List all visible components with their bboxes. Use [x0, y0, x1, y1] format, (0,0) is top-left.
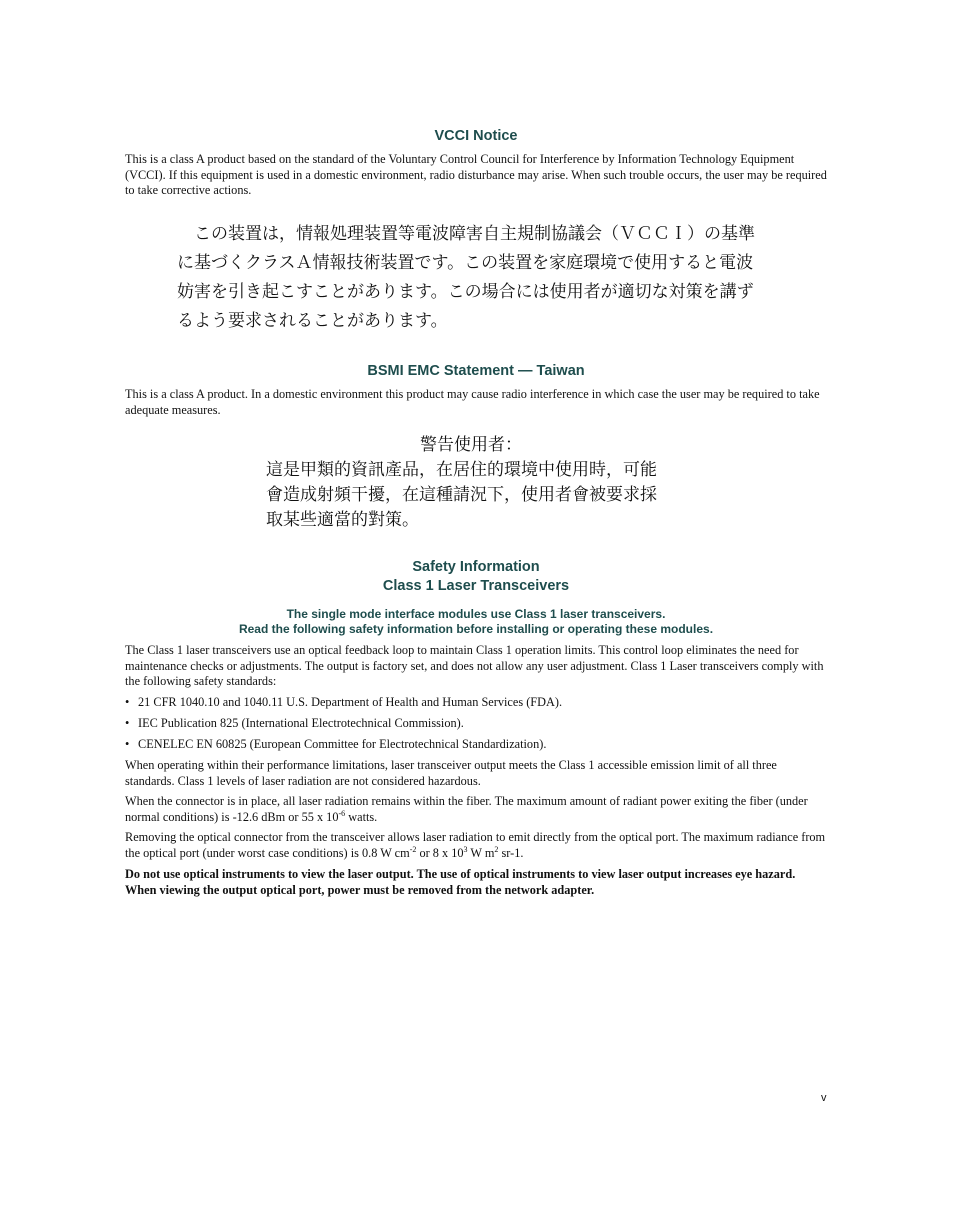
- list-item-text: CENELEC EN 60825 (European Committee for Electrotechnical Standardization).: [138, 737, 547, 751]
- bsmi-chinese-line: 這是甲類的資訊產品，在居住的環境中使用時，可能: [266, 460, 657, 480]
- bullet-icon: •: [125, 716, 130, 730]
- safety-heading: Safety Information: [412, 559, 540, 575]
- bsmi-chinese-line: 警告使用者：: [420, 435, 522, 455]
- list-item-text: IEC Publication 825 (International Electrotechnical Commission).: [138, 716, 464, 730]
- bsmi-body: This is a class A product. In a domestic environment this product may cause radio interference in which case the user may be required to take adequate measures.: [125, 387, 820, 417]
- list-item: [125, 695, 827, 711]
- list-item: [125, 716, 827, 732]
- bullet-icon: •: [125, 695, 130, 709]
- vcci-japanese-line: 妨害を引き起こすことがあります。この場合には使用者が適切な対策を講ず: [177, 282, 754, 302]
- bsmi-heading: BSMI EMC Statement — Taiwan: [367, 363, 585, 379]
- vcci-japanese-line: るよう要求されることがあります。: [177, 311, 448, 331]
- bsmi-chinese-line: 取某些適當的對策。: [266, 510, 419, 530]
- safety-intro: The Class 1 laser transceivers use an optical feedback loop to maintain Class 1 operation limits. This control loop eliminates the need for maintenance checks or adjustments. The output is factory set, and does not allow any user adjustment. Class 1 Laser transceivers comply with the following safety standards:: [125, 643, 824, 688]
- vcci-japanese-line: この装置は，情報処理装置等電波障害自主規制協議会（ＶＣＣＩ）の基準: [177, 224, 755, 244]
- limits-paragraph: When operating within their performance limitations, laser transceiver output meets the Class 1 accessible emission limit of all three standards. Class 1 levels of laser radiation are not considered hazardous.: [125, 758, 777, 788]
- bsmi-chinese-block: [266, 433, 706, 533]
- safety-notice-line: Read the following safety information before installing or operating these modules.: [238, 622, 714, 636]
- page-number: v: [821, 1092, 827, 1104]
- connector-paragraph: When the connector is in place, all laser radiation remains within the fiber. The maximum amount of radiant power exiting the fiber (under normal conditions) is -12.6 dBm or 55 x $10^{-6}$ watts.: [125, 794, 808, 824]
- vcci-japanese-block: [177, 220, 797, 336]
- vcci-heading: VCCI Notice: [434, 128, 518, 144]
- removing-connector-paragraph: Removing the optical connector from the transceiver allows laser radiation to emit directly from the optical port. The maximum radiance from the optical port (under worst case conditions) is 0.8 W $cm^{-2}$ or 8 x $10^3$ W $m^2$ sr-1.: [125, 830, 826, 860]
- list-item: [125, 737, 827, 753]
- standards-list: [125, 695, 827, 753]
- safety-subheading: Class 1 Laser Transceivers: [382, 578, 570, 594]
- bullet-icon: •: [125, 737, 130, 751]
- laser-warning: Do not use optical instruments to view the laser output. The use of optical instruments to view laser output increases eye hazard. When viewing the output optical port, power must be removed from the network adapter.: [125, 867, 796, 897]
- list-item-text: 21 CFR 1040.10 and 1040.11 U.S. Department of Health and Human Services (FDA).: [138, 695, 563, 709]
- vcci-japanese-line: に基づくクラスＡ情報技術装置です。この装置を家庭環境で使用すると電波: [177, 253, 754, 273]
- vcci-body: This is a class A product based on the standard of the Voluntary Control Council for Interference by Information Technology Equipment (VCCI). If this equipment is used in a domestic environment, radio disturbance may arise. When such trouble occurs, the user may be required to take corrective actions.: [125, 152, 827, 197]
- safety-notice-line: The single mode interface modules use Class 1 laser transceivers.: [286, 607, 666, 621]
- bsmi-chinese-line: 會造成射頻干擾，在這種請況下，使用者會被要求採: [266, 485, 657, 505]
